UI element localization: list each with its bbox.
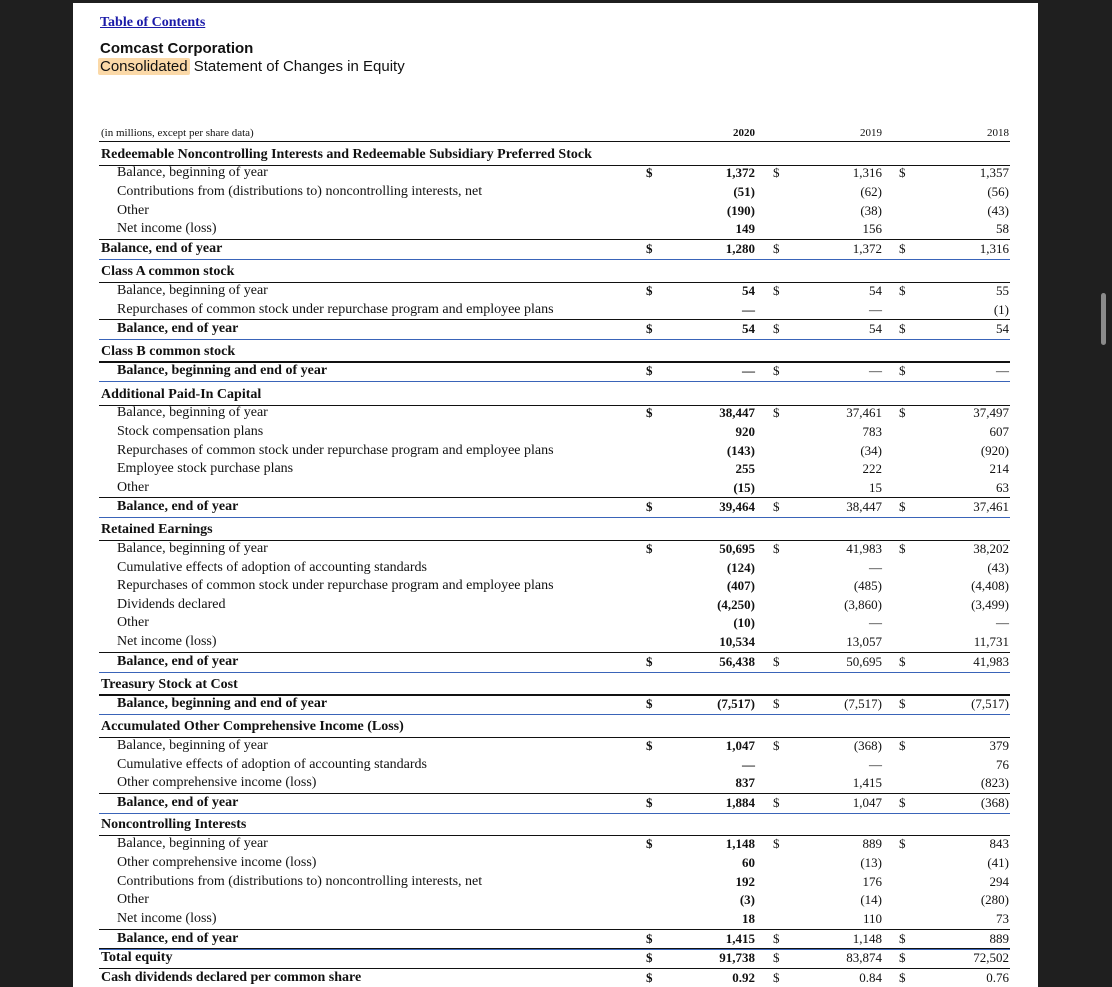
value-2018: (3,499) bbox=[971, 597, 1009, 612]
dollar-sign: $ bbox=[646, 283, 653, 298]
row-label: Treasury Stock at Cost bbox=[101, 677, 238, 692]
dollar-sign: $ bbox=[899, 405, 906, 420]
table-row bbox=[73, 404, 1038, 423]
value-2019: (14) bbox=[860, 892, 882, 907]
dollar-sign: $ bbox=[899, 795, 906, 810]
value-2019: 1,047 bbox=[852, 795, 882, 810]
table-rule bbox=[99, 929, 1010, 930]
value-2019: 50,695 bbox=[846, 654, 882, 669]
dollar-sign: $ bbox=[773, 165, 780, 180]
value-2020: 18 bbox=[742, 911, 755, 926]
value-2020: 0.92 bbox=[732, 970, 755, 985]
table-row bbox=[73, 854, 1038, 873]
dollar-sign: $ bbox=[899, 931, 906, 946]
value-2018: 72,502 bbox=[973, 950, 1009, 965]
value-2019: (485) bbox=[853, 578, 882, 593]
value-2018: 73 bbox=[996, 911, 1009, 926]
row-label: Contributions from (distributions to) noncontrolling interests, net bbox=[117, 874, 483, 889]
table-row bbox=[73, 301, 1038, 320]
dollar-sign: $ bbox=[646, 405, 653, 420]
table-row bbox=[73, 737, 1038, 756]
dollar-sign: $ bbox=[773, 321, 780, 336]
value-2018: (7,517) bbox=[971, 696, 1009, 711]
row-label: Net income (loss) bbox=[117, 911, 217, 926]
dollar-sign: $ bbox=[899, 738, 906, 753]
table-rule bbox=[99, 259, 1010, 260]
table-row bbox=[73, 835, 1038, 854]
value-2018: (56) bbox=[987, 184, 1009, 199]
value-2018: 63 bbox=[996, 480, 1009, 495]
value-2020: 60 bbox=[742, 855, 755, 870]
value-2020: (51) bbox=[733, 184, 755, 199]
dollar-sign: $ bbox=[773, 283, 780, 298]
value-2020: 1,148 bbox=[725, 836, 755, 851]
value-2019: (38) bbox=[860, 203, 882, 218]
value-2018: 379 bbox=[989, 738, 1009, 753]
value-2019: — bbox=[869, 560, 882, 575]
value-2020: 54 bbox=[742, 283, 755, 298]
value-2020: (124) bbox=[726, 560, 755, 575]
value-2020: (15) bbox=[733, 480, 755, 495]
value-2019: 0.84 bbox=[859, 970, 882, 985]
table-rule bbox=[99, 968, 1010, 969]
table-rule bbox=[99, 813, 1010, 814]
total-row bbox=[73, 320, 1038, 339]
value-2018: 214 bbox=[989, 461, 1009, 476]
table-row bbox=[73, 540, 1038, 559]
value-2020: (10) bbox=[733, 615, 755, 630]
value-2018: 37,461 bbox=[973, 499, 1009, 514]
dollar-sign: $ bbox=[773, 363, 780, 378]
row-label: Other bbox=[117, 480, 149, 495]
table-rule bbox=[99, 361, 1010, 362]
value-2018: (823) bbox=[980, 775, 1009, 790]
value-2019: 15 bbox=[869, 480, 882, 495]
row-label: Balance, beginning of year bbox=[117, 738, 268, 753]
value-2018: (1) bbox=[993, 302, 1009, 317]
value-2020: 1,372 bbox=[725, 165, 755, 180]
value-2020: (407) bbox=[726, 578, 755, 593]
section-header-row bbox=[73, 676, 1038, 695]
section-header-row bbox=[73, 521, 1038, 540]
dollar-sign: $ bbox=[773, 931, 780, 946]
row-label: Other comprehensive income (loss) bbox=[117, 775, 317, 790]
table-rule bbox=[99, 239, 1010, 240]
document-page bbox=[73, 3, 1038, 987]
value-2018: (43) bbox=[987, 560, 1009, 575]
row-label: Repurchases of common stock under repurchase program and employee plans bbox=[117, 302, 554, 317]
table-rule bbox=[99, 497, 1010, 498]
value-2018: 889 bbox=[989, 931, 1009, 946]
value-2019: 156 bbox=[862, 221, 882, 236]
value-2020: (7,517) bbox=[717, 696, 755, 711]
row-label: Balance, end of year bbox=[117, 931, 239, 946]
value-2018: (368) bbox=[980, 795, 1009, 810]
dollar-sign: $ bbox=[899, 165, 906, 180]
dollar-sign: $ bbox=[646, 950, 653, 965]
table-row bbox=[73, 774, 1038, 793]
dollar-sign: $ bbox=[899, 241, 906, 256]
total-row bbox=[73, 695, 1038, 714]
dollar-sign: $ bbox=[899, 541, 906, 556]
dollar-sign: $ bbox=[899, 499, 906, 514]
value-2019: (3,860) bbox=[844, 597, 882, 612]
value-2020: 837 bbox=[735, 775, 755, 790]
table-rule bbox=[99, 652, 1010, 653]
value-2019: 1,316 bbox=[852, 165, 882, 180]
value-2020: (4,250) bbox=[717, 597, 755, 612]
row-label: Balance, beginning of year bbox=[117, 836, 268, 851]
row-label: Class A common stock bbox=[101, 264, 235, 279]
value-2019: 889 bbox=[862, 836, 882, 851]
dollar-sign: $ bbox=[773, 405, 780, 420]
dollar-sign: $ bbox=[899, 696, 906, 711]
table-row bbox=[73, 756, 1038, 775]
dollar-sign: $ bbox=[773, 970, 780, 985]
table-row bbox=[73, 614, 1038, 633]
total-row bbox=[73, 362, 1038, 381]
table-rule bbox=[99, 381, 1010, 382]
value-2020: (190) bbox=[726, 203, 755, 218]
value-2019: 1,148 bbox=[852, 931, 882, 946]
value-2018: (41) bbox=[987, 855, 1009, 870]
dollar-sign: $ bbox=[899, 970, 906, 985]
table-row bbox=[73, 873, 1038, 892]
value-2020: 149 bbox=[735, 221, 755, 236]
value-2019: 783 bbox=[862, 424, 882, 439]
value-2019: 41,983 bbox=[846, 541, 882, 556]
value-2019: 1,372 bbox=[852, 241, 882, 256]
value-2019: (34) bbox=[860, 443, 882, 458]
row-label: Accumulated Other Comprehensive Income (Loss) bbox=[101, 719, 404, 734]
table-row bbox=[73, 577, 1038, 596]
table-row bbox=[73, 460, 1038, 479]
value-2020: — bbox=[742, 363, 755, 378]
dollar-sign: $ bbox=[646, 321, 653, 336]
value-2020: 920 bbox=[735, 424, 755, 439]
value-2019: 110 bbox=[862, 911, 882, 926]
value-2018: (280) bbox=[980, 892, 1009, 907]
value-2018: 11,731 bbox=[973, 634, 1009, 649]
row-label: Balance, beginning and end of year bbox=[117, 363, 328, 378]
row-label: Balance, end of year bbox=[117, 321, 239, 336]
dollar-sign: $ bbox=[646, 795, 653, 810]
dollar-sign: $ bbox=[646, 363, 653, 378]
section-header-row bbox=[73, 146, 1038, 165]
section-header-row bbox=[73, 386, 1038, 405]
units-note: (in millions, except per share data) bbox=[101, 127, 254, 139]
row-label: Balance, end of year bbox=[117, 795, 239, 810]
total-row bbox=[73, 498, 1038, 517]
row-label: Retained Earnings bbox=[101, 522, 213, 537]
row-label: Balance, beginning of year bbox=[117, 283, 268, 298]
table-row bbox=[73, 202, 1038, 221]
value-2019: (13) bbox=[860, 855, 882, 870]
value-2018: (4,408) bbox=[971, 578, 1009, 593]
value-2018: — bbox=[996, 615, 1009, 630]
value-2019: 83,874 bbox=[846, 950, 882, 965]
total-row bbox=[73, 653, 1038, 672]
table-rule bbox=[99, 694, 1010, 695]
dollar-sign: $ bbox=[646, 165, 653, 180]
dollar-sign: $ bbox=[773, 836, 780, 851]
dollar-sign: $ bbox=[899, 950, 906, 965]
value-2019: 176 bbox=[862, 874, 882, 889]
value-2019: — bbox=[869, 302, 882, 317]
statement-title bbox=[98, 58, 405, 75]
total-row bbox=[73, 949, 1038, 968]
table-rule bbox=[99, 672, 1010, 673]
dollar-sign: $ bbox=[773, 499, 780, 514]
row-label: Additional Paid-In Capital bbox=[101, 387, 262, 402]
dollar-sign: $ bbox=[899, 654, 906, 669]
total-row bbox=[73, 794, 1038, 813]
dollar-sign: $ bbox=[773, 541, 780, 556]
value-2020: 1,415 bbox=[725, 931, 755, 946]
table-row bbox=[73, 910, 1038, 929]
value-2020: 91,738 bbox=[719, 950, 755, 965]
value-2020: 39,464 bbox=[719, 499, 755, 514]
row-label: Cash dividends declared per common share bbox=[101, 970, 362, 985]
row-label: Repurchases of common stock under repurchase program and employee plans bbox=[117, 578, 554, 593]
value-2020: — bbox=[742, 757, 755, 772]
statement-title-rest: Statement of Changes in Equity bbox=[189, 58, 405, 75]
row-label: Redeemable Noncontrolling Interests and Redeemable Subsidiary Preferred Stock bbox=[101, 147, 592, 162]
table-rule bbox=[99, 948, 1010, 949]
dollar-sign: $ bbox=[646, 931, 653, 946]
dollar-sign: $ bbox=[899, 321, 906, 336]
row-label: Balance, beginning of year bbox=[117, 165, 268, 180]
table-rule bbox=[99, 517, 1010, 518]
value-2018: 38,202 bbox=[973, 541, 1009, 556]
dollar-sign: $ bbox=[899, 363, 906, 378]
row-label: Dividends declared bbox=[117, 597, 226, 612]
row-label: Net income (loss) bbox=[117, 221, 217, 236]
dollar-sign: $ bbox=[773, 696, 780, 711]
dollar-sign: $ bbox=[773, 738, 780, 753]
row-label: Balance, beginning of year bbox=[117, 541, 268, 556]
table-row bbox=[73, 633, 1038, 652]
total-row bbox=[73, 240, 1038, 259]
row-label: Cumulative effects of adoption of accounting standards bbox=[117, 757, 427, 772]
value-2018: 76 bbox=[996, 757, 1009, 772]
value-2019: — bbox=[869, 615, 882, 630]
value-2020: 10,534 bbox=[719, 634, 755, 649]
table-row bbox=[73, 596, 1038, 615]
year-header-2020: 2020 bbox=[733, 127, 755, 139]
dollar-sign: $ bbox=[646, 541, 653, 556]
table-of-contents-link[interactable]: Table of Contents bbox=[100, 15, 206, 30]
value-2019: 38,447 bbox=[846, 499, 882, 514]
row-label: Total equity bbox=[101, 950, 173, 965]
search-highlight: Consolidated bbox=[100, 58, 188, 75]
row-label: Noncontrolling Interests bbox=[101, 817, 247, 832]
year-header-2019: 2019 bbox=[860, 127, 882, 139]
value-2020: 192 bbox=[735, 874, 755, 889]
value-2020: (3) bbox=[739, 892, 755, 907]
row-label: Balance, end of year bbox=[117, 654, 239, 669]
row-label: Stock compensation plans bbox=[117, 424, 264, 439]
scrollbar[interactable] bbox=[1101, 293, 1106, 345]
row-label: Other bbox=[117, 892, 149, 907]
value-2018: 607 bbox=[989, 424, 1009, 439]
value-2020: 50,695 bbox=[719, 541, 755, 556]
dollar-sign: $ bbox=[899, 836, 906, 851]
value-2020: 1,047 bbox=[725, 738, 755, 753]
value-2018: 294 bbox=[989, 874, 1009, 889]
dollar-sign: $ bbox=[773, 950, 780, 965]
row-label: Other comprehensive income (loss) bbox=[117, 855, 317, 870]
row-label: Contributions from (distributions to) noncontrolling interests, net bbox=[117, 184, 483, 199]
row-label: Balance, end of year bbox=[101, 241, 223, 256]
value-2020: 38,447 bbox=[719, 405, 755, 420]
section-header-row bbox=[73, 263, 1038, 282]
value-2019: 54 bbox=[869, 321, 882, 336]
year-header-2018: 2018 bbox=[987, 127, 1009, 139]
row-label: Net income (loss) bbox=[117, 634, 217, 649]
value-2020: (143) bbox=[726, 443, 755, 458]
value-2018: — bbox=[996, 363, 1009, 378]
value-2018: 41,983 bbox=[973, 654, 1009, 669]
total-row bbox=[73, 930, 1038, 949]
table-rule bbox=[99, 793, 1010, 794]
dollar-sign: $ bbox=[646, 696, 653, 711]
section-header-row bbox=[73, 816, 1038, 835]
value-2019: (7,517) bbox=[844, 696, 882, 711]
value-2019: (368) bbox=[853, 738, 882, 753]
value-2019: 54 bbox=[869, 283, 882, 298]
value-2019: (62) bbox=[860, 184, 882, 199]
table-row bbox=[73, 282, 1038, 301]
value-2018: 0.76 bbox=[986, 970, 1009, 985]
table-row bbox=[73, 559, 1038, 578]
row-label: Other bbox=[117, 203, 149, 218]
value-2020: 54 bbox=[742, 321, 755, 336]
dollar-sign: $ bbox=[773, 241, 780, 256]
value-2018: 58 bbox=[996, 221, 1009, 236]
section-header-row bbox=[73, 718, 1038, 737]
dollar-sign: $ bbox=[646, 970, 653, 985]
value-2019: 222 bbox=[862, 461, 882, 476]
value-2020: 56,438 bbox=[719, 654, 755, 669]
table-row bbox=[73, 183, 1038, 202]
row-label: Repurchases of common stock under repurchase program and employee plans bbox=[117, 443, 554, 458]
dollar-sign: $ bbox=[646, 241, 653, 256]
table-rule bbox=[99, 319, 1010, 320]
value-2018: 1,316 bbox=[979, 241, 1009, 256]
dollar-sign: $ bbox=[646, 499, 653, 514]
value-2018: 1,357 bbox=[979, 165, 1009, 180]
dollar-sign: $ bbox=[646, 836, 653, 851]
value-2018: (43) bbox=[987, 203, 1009, 218]
row-label: Balance, beginning and end of year bbox=[117, 696, 328, 711]
value-2020: 1,280 bbox=[725, 241, 755, 256]
value-2018: 55 bbox=[996, 283, 1009, 298]
value-2018: (920) bbox=[980, 443, 1009, 458]
value-2019: 37,461 bbox=[846, 405, 882, 420]
table-row bbox=[73, 220, 1038, 239]
row-label: Balance, end of year bbox=[117, 499, 239, 514]
header-rule bbox=[99, 141, 1010, 142]
value-2020: 1,884 bbox=[725, 795, 755, 810]
value-2020: 255 bbox=[735, 461, 755, 476]
row-label: Balance, beginning of year bbox=[117, 405, 268, 420]
value-2018: 37,497 bbox=[973, 405, 1009, 420]
value-2019: 1,415 bbox=[852, 775, 882, 790]
row-label: Employee stock purchase plans bbox=[117, 461, 294, 476]
value-2020: — bbox=[742, 302, 755, 317]
dollar-sign: $ bbox=[646, 654, 653, 669]
section-header-row bbox=[73, 343, 1038, 362]
table-rule bbox=[99, 339, 1010, 340]
table-row bbox=[73, 479, 1038, 498]
company-name: Comcast Corporation bbox=[100, 40, 254, 57]
table-row bbox=[73, 891, 1038, 910]
dollar-sign: $ bbox=[899, 283, 906, 298]
row-label: Cumulative effects of adoption of accounting standards bbox=[117, 560, 427, 575]
dollar-sign: $ bbox=[773, 795, 780, 810]
table-row bbox=[73, 423, 1038, 442]
value-2019: — bbox=[869, 757, 882, 772]
value-2019: — bbox=[869, 363, 882, 378]
table-rule bbox=[99, 714, 1010, 715]
row-label: Class B common stock bbox=[101, 344, 236, 359]
table-row bbox=[73, 442, 1038, 461]
total-row bbox=[73, 969, 1038, 987]
value-2018: 54 bbox=[996, 321, 1009, 336]
value-2019: 13,057 bbox=[846, 634, 882, 649]
value-2018: 843 bbox=[989, 836, 1009, 851]
dollar-sign: $ bbox=[646, 738, 653, 753]
dollar-sign: $ bbox=[773, 654, 780, 669]
table-row bbox=[73, 164, 1038, 183]
row-label: Other bbox=[117, 615, 149, 630]
